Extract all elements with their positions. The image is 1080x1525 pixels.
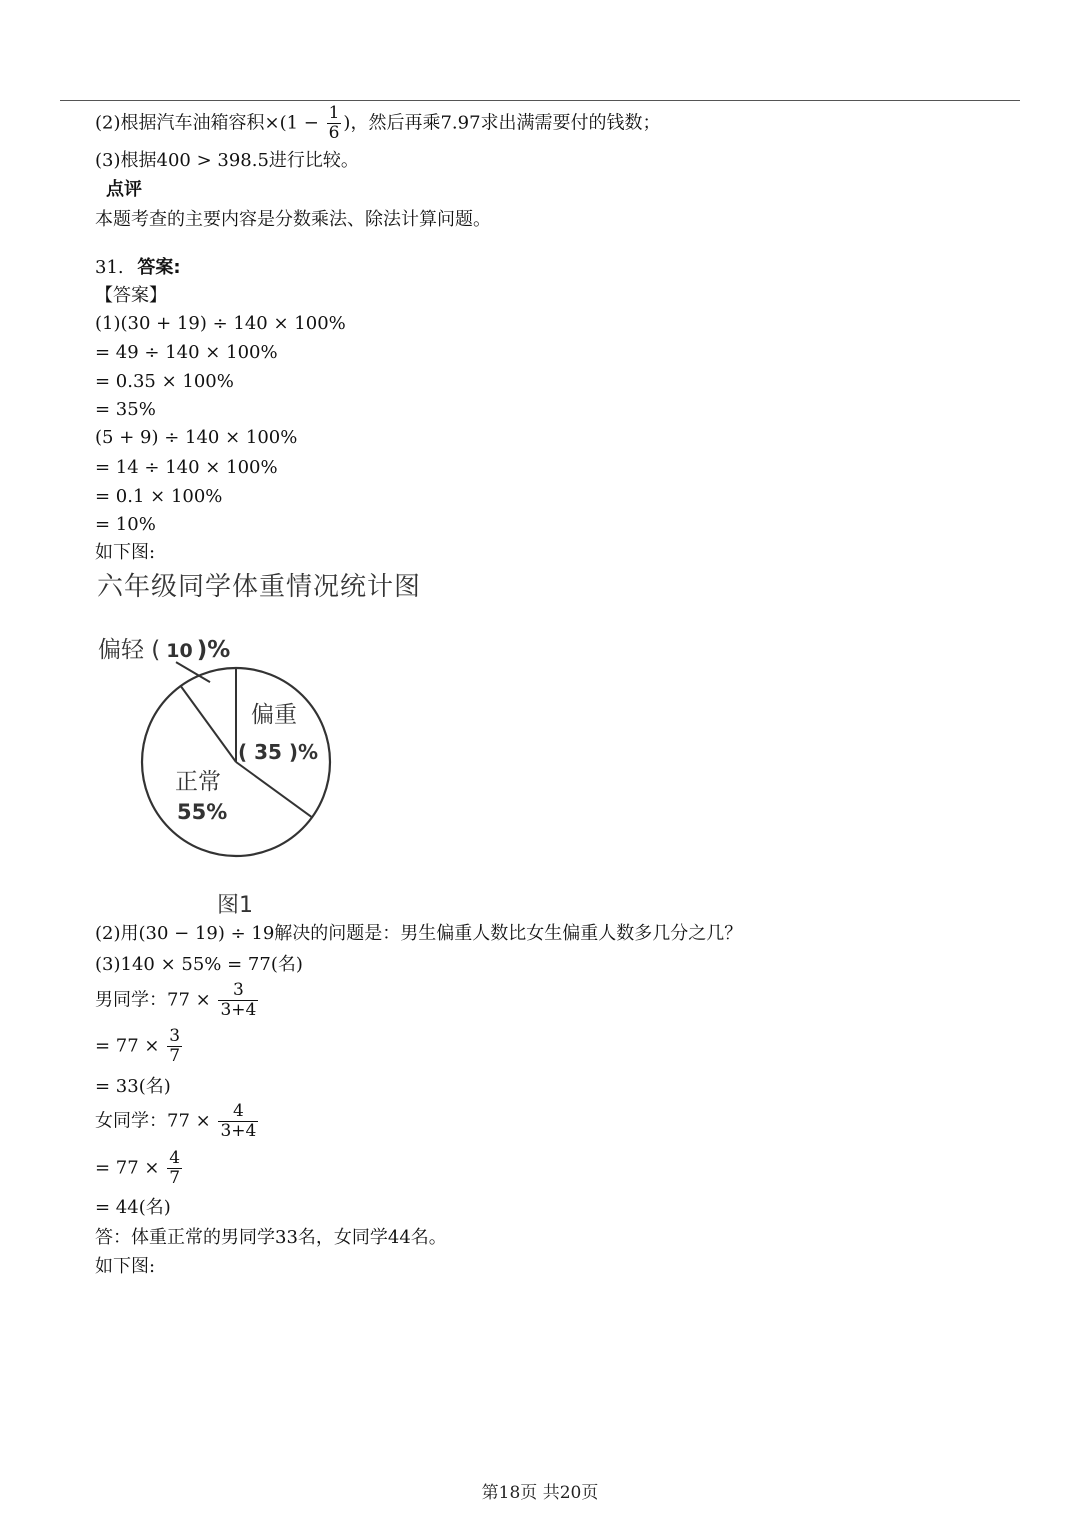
boys-result: = 33(名) bbox=[95, 1076, 171, 1097]
q31-number: 31. bbox=[95, 257, 124, 278]
part3-line-1: (3)140 × 55% = 77(名) bbox=[95, 954, 303, 975]
q31-heading bbox=[95, 256, 181, 280]
boys-step-2-fraction: $\frac{3}{7}$ bbox=[169, 1026, 181, 1066]
q30-line-3: (3)根据400 > 398.5进行比较。 bbox=[95, 150, 359, 171]
part1-line: = 49 ÷ 140 × 100% bbox=[95, 342, 278, 363]
q30-line-2-pre: (2)根据汽车油箱容积×(1 − bbox=[95, 112, 325, 134]
q30-frac-den: 6 bbox=[328, 123, 340, 143]
q30-line-2 bbox=[95, 104, 661, 143]
boys-calc: 男同学：77 × $\frac{3}{3+4}$ bbox=[95, 980, 257, 1020]
page-footer: 第18页 共20页 bbox=[481, 1483, 599, 1503]
q30-fraction bbox=[327, 104, 342, 143]
slice-value-heavy: ( 35 )% bbox=[238, 740, 319, 764]
boys-fraction: $\frac{3}{3+4}$ bbox=[220, 980, 257, 1020]
slice-label-heavy: 偏重 bbox=[251, 702, 297, 728]
part1-line: = 14 ÷ 140 × 100% bbox=[95, 457, 278, 478]
slice-divider-2 bbox=[236, 762, 312, 817]
slice-label-light: 偏轻 ( 10 )% bbox=[98, 637, 231, 663]
q30-frac-num: 1 bbox=[328, 103, 340, 123]
answer-tag: 【答案】 bbox=[95, 285, 167, 306]
part1-line: 如下图: bbox=[95, 542, 156, 563]
part2-line: (2)用(30 − 19) ÷ 19解决的问题是：男生偏重人数比女生偏重人数多几分之几？ bbox=[95, 923, 743, 944]
girls-step-2: = 77 × $\frac{4}{7}$ bbox=[95, 1148, 181, 1188]
girls-fraction: $\frac{4}{3+4}$ bbox=[220, 1101, 257, 1141]
chart-title: 六年级同学体重情况统计图 bbox=[97, 572, 422, 602]
part1-line: (5 + 9) ÷ 140 × 100% bbox=[95, 427, 298, 448]
part1-line: = 0.1 × 100% bbox=[95, 486, 223, 507]
review-heading: 点评 bbox=[106, 179, 142, 200]
girls-result: = 44(名) bbox=[95, 1197, 171, 1218]
part1-line: = 10% bbox=[95, 514, 156, 535]
q31-heading-text: 答案: bbox=[137, 257, 181, 278]
review-text: 本题考查的主要内容是分数乘法、除法计算问题。 bbox=[95, 209, 491, 230]
header-rule bbox=[60, 100, 1020, 101]
slice-value-normal: 55% bbox=[177, 800, 228, 824]
slice-label-normal: 正常 bbox=[175, 769, 221, 795]
pie-chart bbox=[85, 620, 385, 920]
chart-caption: 图1 bbox=[217, 893, 253, 918]
part1-line: = 35% bbox=[95, 399, 156, 420]
part1-line: = 0.35 × 100% bbox=[95, 371, 234, 392]
girls-calc: 女同学：77 × $\frac{4}{3+4}$ bbox=[95, 1101, 257, 1141]
girls-step-2-fraction: $\frac{4}{7}$ bbox=[169, 1148, 181, 1188]
see-below: 如下图: bbox=[95, 1256, 156, 1277]
final-answer: 答：体重正常的男同学33名，女同学44名。 bbox=[95, 1227, 447, 1248]
slice-divider-3 bbox=[181, 686, 236, 762]
boys-step-2: = 77 × $\frac{3}{7}$ bbox=[95, 1026, 181, 1066]
q30-line-2-post: )，然后再乘7.97求出满需要付的钱数； bbox=[343, 112, 661, 134]
part1-line: (1)(30 + 19) ÷ 140 × 100% bbox=[95, 313, 346, 334]
